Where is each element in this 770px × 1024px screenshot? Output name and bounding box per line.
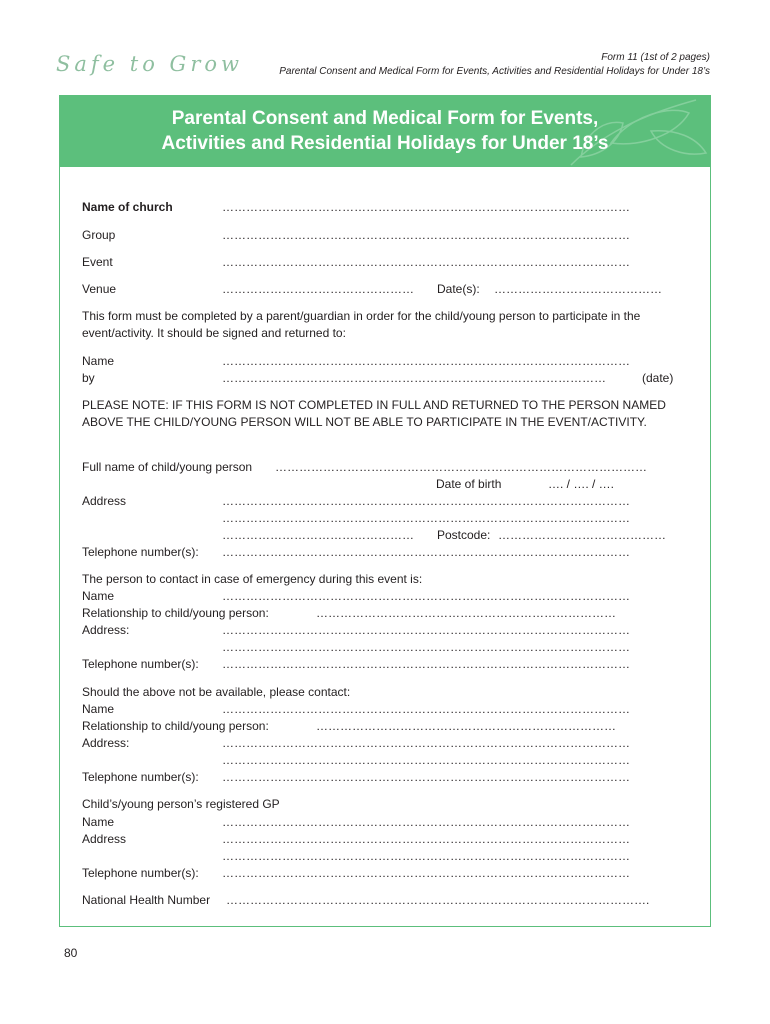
- return-by-label: by: [82, 371, 95, 385]
- nhs-number-field[interactable]: …………………………………………………………………………………………….: [226, 893, 650, 907]
- church-field[interactable]: …………………………………………………………………………………………: [222, 200, 630, 214]
- child-name-label: Full name of child/young person: [82, 460, 253, 474]
- emergency-phone-field[interactable]: …………………………………………………………………………………………: [222, 657, 630, 671]
- emergency-name-field[interactable]: …………………………………………………………………………………………: [222, 589, 630, 603]
- alternate-address-field-1[interactable]: …………………………………………………………………………………………: [222, 736, 630, 750]
- emergency-heading: The person to contact in case of emergency during this event is:: [82, 572, 423, 586]
- gp-phone-label: Telephone number(s):: [82, 866, 199, 880]
- alternate-name-field[interactable]: …………………………………………………………………………………………: [222, 702, 630, 716]
- gp-name-field[interactable]: …………………………………………………………………………………………: [222, 815, 630, 829]
- page-number: 80: [64, 946, 78, 960]
- gp-phone-field[interactable]: …………………………………………………………………………………………: [222, 866, 630, 880]
- alternate-phone-label: Telephone number(s):: [82, 770, 199, 784]
- form-subtitle: Parental Consent and Medical Form for Events, Activities and Residential Holidays for Under 18’s: [279, 66, 710, 77]
- return-by-field[interactable]: ……………………………………………………………………………………: [222, 371, 606, 385]
- gp-heading: Child’s/young person’s registered GP: [82, 797, 280, 811]
- gp-address-field-1[interactable]: …………………………………………………………………………………………: [222, 832, 630, 846]
- emergency-phone-label: Telephone number(s):: [82, 657, 199, 671]
- dates-label: Date(s):: [437, 282, 480, 296]
- event-field[interactable]: …………………………………………………………………………………………: [222, 255, 630, 269]
- alternate-relationship-label: Relationship to child/young person:: [82, 719, 269, 733]
- dob-label: Date of birth: [436, 477, 502, 491]
- dob-field[interactable]: …. / …. / ….: [548, 477, 615, 491]
- gp-name-label: Name: [82, 815, 115, 829]
- dates-field[interactable]: ……………………………………: [494, 282, 662, 296]
- child-address-field-1[interactable]: …………………………………………………………………………………………: [222, 494, 630, 508]
- alternate-address-label: Address:: [82, 736, 130, 750]
- child-name-field[interactable]: …………………………………………………………………………………: [275, 460, 647, 474]
- form-number: Form 11 (1st of 2 pages): [601, 52, 710, 63]
- emergency-address-label: Address:: [82, 623, 130, 637]
- church-label: Name of church: [82, 200, 173, 214]
- venue-label: Venue: [82, 282, 117, 296]
- venue-field[interactable]: …………………………………………: [222, 282, 414, 296]
- postcode-field[interactable]: ……………………………………: [498, 528, 666, 542]
- form-title-line2: Activities and Residential Holidays for Under 18’s: [161, 133, 609, 154]
- alternate-heading: Should the above not be available, please contact:: [82, 685, 351, 699]
- event-label: Event: [82, 255, 113, 269]
- notice-text: PLEASE NOTE: IF THIS FORM IS NOT COMPLETED IN FULL AND RETURNED TO THE PERSON NAMED ABOVE THE CHILD/YOUNG PERSON WILL NOT BE ABLE TO PARTICIPATE IN THE EVENT/ACTIVITY.: [82, 398, 666, 429]
- alternate-address-field-2[interactable]: …………………………………………………………………………………………: [222, 753, 630, 767]
- brand-logo-text: Safe to Grow: [56, 52, 243, 76]
- gp-address-label: Address: [82, 832, 127, 846]
- emergency-name-label: Name: [82, 589, 115, 603]
- child-phone-label: Telephone number(s):: [82, 545, 199, 559]
- child-phone-field[interactable]: …………………………………………………………………………………………: [222, 545, 630, 559]
- group-label: Group: [82, 228, 116, 242]
- emergency-address-field-2[interactable]: …………………………………………………………………………………………: [222, 640, 630, 654]
- alternate-relationship-field[interactable]: …………………………………………………………………: [316, 719, 616, 733]
- group-field[interactable]: …………………………………………………………………………………………: [222, 228, 630, 242]
- child-address-field-3[interactable]: …………………………………………: [222, 528, 414, 542]
- emergency-relationship-label: Relationship to child/young person:: [82, 606, 269, 620]
- leaf-decoration-icon: [511, 95, 711, 167]
- return-date-label: (date): [642, 371, 674, 385]
- instructions-text: This form must be completed by a parent/guardian in order for the child/young person to participate in the event/activity. It should be signed and returned to:: [82, 309, 641, 340]
- return-name-field[interactable]: …………………………………………………………………………………………: [222, 354, 630, 368]
- postcode-label: Postcode:: [437, 528, 491, 542]
- alternate-name-label: Name: [82, 702, 115, 716]
- nhs-number-label: National Health Number: [82, 893, 211, 907]
- child-address-field-2[interactable]: …………………………………………………………………………………………: [222, 511, 630, 525]
- child-address-label: Address: [82, 494, 127, 508]
- title-banner: [59, 95, 711, 167]
- emergency-address-field-1[interactable]: …………………………………………………………………………………………: [222, 623, 630, 637]
- return-name-label: Name: [82, 354, 115, 368]
- alternate-phone-field[interactable]: …………………………………………………………………………………………: [222, 770, 630, 784]
- form-title-line1: Parental Consent and Medical Form for Events,: [171, 108, 599, 129]
- gp-address-field-2[interactable]: …………………………………………………………………………………………: [222, 849, 630, 863]
- emergency-relationship-field[interactable]: …………………………………………………………………: [316, 606, 616, 620]
